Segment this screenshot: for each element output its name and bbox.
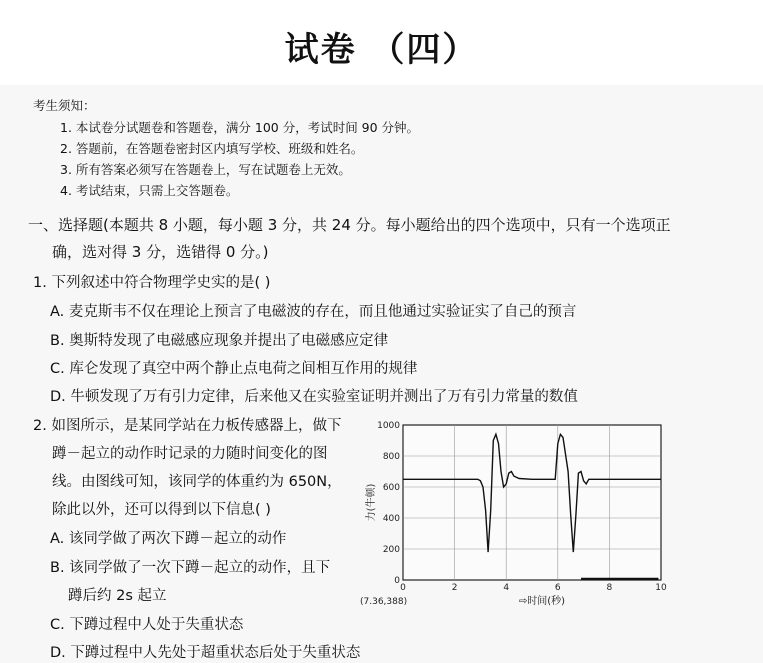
x-tick-label: 8 (606, 583, 613, 593)
q2-option-c: C. 下蹲过程中人处于失重状态 (50, 617, 244, 633)
x-tick-label: 6 (554, 583, 561, 593)
q2-option-d: D. 下蹲过程中人先处于超重状态后处于失重状态 (50, 645, 361, 661)
plot-frame (403, 425, 661, 580)
question-2-stem: 线。由图线可知，该同学的体重约为 650N， (52, 474, 342, 490)
y-tick-label: 800 (382, 452, 400, 462)
cursor-readout: (7.36,388) (360, 597, 408, 607)
section-heading-cont: 确，选对得 3 分，选错得 0 分。) (52, 243, 269, 261)
q2-option-a: A. 该同学做了两次下蹲－起立的动作 (50, 531, 287, 547)
y-tick-label: 0 (394, 576, 400, 586)
x-axis-label: ⇨时间(秒) (518, 596, 566, 607)
notice-heading: 考生须知： (33, 98, 96, 113)
question-2-stem: 蹲－起立的动作时记录的力随时间变化的图 (52, 446, 328, 462)
y-tick-label: 400 (382, 514, 400, 524)
question-2-stem: 2. 如图所示，是某同学站在力板传感器上，做下 (33, 418, 342, 434)
notice-item: 3. 所有答案必须写在答题卷上，写在试题卷上无效。 (60, 162, 351, 177)
q2-option-b: B. 该同学做了一次下蹲－起立的动作，且下 (50, 560, 331, 576)
q2-option-b-cont: 蹲后约 2s 起立 (68, 588, 167, 604)
y-tick-label: 200 (382, 545, 400, 555)
notice-item: 4. 考试结束，只需上交答题卷。 (60, 183, 239, 198)
page-title: 试卷 （四） (284, 30, 479, 70)
notice-item: 1. 本试卷分试题卷和答题卷，满分 100 分，考试时间 90 分钟。 (60, 120, 420, 135)
notice-item: 2. 答题前，在答题卷密封区内填写学校、班级和姓名。 (60, 141, 364, 156)
q1-option-b: B. 奥斯特发现了电磁感应现象并提出了电磁感应定律 (50, 333, 389, 349)
y-tick-label: 600 (382, 483, 400, 493)
y-axis-label: 力(牛顿) (366, 483, 377, 522)
chart-svg (356, 417, 668, 607)
x-tick-label: 10 (655, 583, 667, 593)
q1-option-c: C. 库仑发现了真空中两个静止点电荷之间相互作用的规律 (50, 361, 418, 377)
y-tick-label: 1000 (377, 421, 400, 431)
question-1-stem: 1. 下列叙述中符合物理学史实的是( ) (33, 275, 271, 291)
question-2-stem: 除此以外，还可以得到以下信息( ) (52, 502, 271, 518)
force-time-chart (356, 417, 668, 607)
section-heading: 一、选择题(本题共 8 小题，每小题 3 分，共 24 分。每小题给出的四个选项中，只有一个选项正 (28, 216, 671, 234)
q1-option-a: A. 麦克斯韦不仅在理论上预言了电磁波的存在，而且他通过实验证实了自己的预言 (50, 304, 577, 320)
q1-option-d: D. 牛顿发现了万有引力定律，后来他又在实验室证明并测出了万有引力常量的数值 (50, 389, 578, 405)
x-tick-label: 2 (451, 583, 458, 593)
x-tick-label: 4 (503, 583, 510, 593)
x-tick-label: 0 (400, 583, 406, 593)
